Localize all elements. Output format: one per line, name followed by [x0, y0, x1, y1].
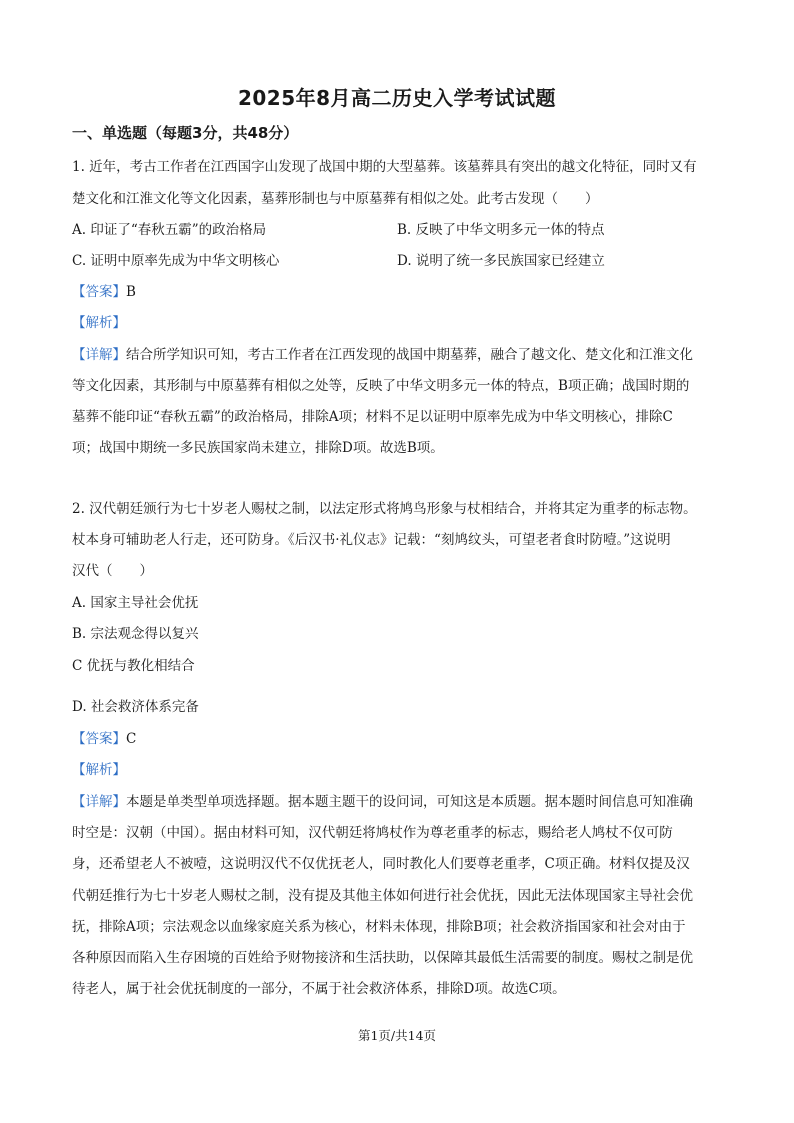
- q2-detail-line-3: 身，还希望老人不被噎，这说明汉代不仅优抚老人，同时教化人们要尊老重孝，C项正确。材料仅提及汉: [72, 856, 690, 872]
- q1-detail-tag: 【详解】: [72, 347, 126, 363]
- q2-stem-line-1: 2. 汉代朝廷颁行为七十岁老人赐杖之制，以法定形式将鸠鸟形象与杖相结合，并将其定为重孝的标志物。: [72, 501, 697, 517]
- q2-stem-line-2: 杖本身可辅助老人行走，还可防身。《后汉书·礼仪志》记载：“刻鸠纹头，可望老者食时防噎。”这说明: [72, 532, 671, 548]
- q1-answer-value: B: [126, 284, 136, 300]
- q1-detail-text-1: 结合所学知识可知，考古工作者在江西发现的战国中期墓葬，融合了越文化、楚文化和江淮文化: [126, 347, 693, 363]
- q2-detail-line-6: 各种原因而陷入生存困境的百姓给予财物接济和生活扶助，以保障其最低生活需要的制度。赐杖之制是优: [72, 950, 693, 966]
- q2-analysis-tag: 【解析】: [72, 762, 126, 778]
- page-footer: 第1页/共14页: [357, 1028, 437, 1043]
- q1-answer-tag: 【答案】: [72, 284, 126, 300]
- q2-detail-line-5: 抚，排除A项；宗法观念以血缘家庭关系为核心，材料未体现，排除B项；社会救济指国家和社会对由于: [72, 919, 686, 935]
- q2-option-d: D. 社会救济体系完备: [72, 699, 199, 715]
- q1-detail-line-2: 等文化因素，其形制与中原墓葬有相似之处等，反映了中华文明多元一体的特点，B项正确；战国时期的: [72, 378, 690, 394]
- q1-option-d: D. 说明了统一多民族国家已经建立: [397, 253, 605, 269]
- q1-stem-line-2: 楚文化和江淮文化等文化因素，墓葬形制也与中原墓葬有相似之处。此考古发现（ ）: [72, 191, 599, 207]
- q1-detail-line-1: [72, 343, 693, 363]
- q1-option-a: A. 印证了“春秋五霸”的政治格局: [72, 222, 267, 238]
- q1-detail-line-4: 项；战国中期统一多民族国家尚未建立，排除D项。故选B项。: [72, 440, 444, 456]
- q1-detail-line-3: 墓葬不能印证“春秋五霸”的政治格局，排除A项；材料不足以证明中原率先成为中华文明核心，排除C: [72, 409, 673, 425]
- q2-detail-line-2: 时空是：汉朝（中国）。据由材料可知，汉代朝廷将鸠杖作为尊老重孝的标志，赐给老人鸠杖不仅可防: [72, 825, 673, 841]
- q2-answer: [72, 727, 136, 747]
- q2-stem-line-3: 汉代（ ）: [72, 563, 153, 579]
- q1-option-b: B. 反映了中华文明多元一体的特点: [397, 222, 605, 238]
- q2-detail-line-7: 待老人，属于社会优抚制度的一部分，不属于社会救济体系，排除D项。故选C项。: [72, 981, 566, 997]
- q1-stem-line-1: 1. 近年，考古工作者在江西国字山发现了战国中期的大型墓葬。该墓葬具有突出的越文化特征，同时又有: [72, 159, 697, 175]
- q2-detail-tag: 【详解】: [72, 794, 126, 810]
- section-heading: 一、单选题（每题3分，共48分）: [72, 124, 299, 142]
- q2-option-b: B. 宗法观念得以复兴: [72, 626, 199, 642]
- q1-option-c: C. 证明中原率先成为中华文明核心: [72, 253, 280, 269]
- q2-detail-line-1: [72, 790, 693, 810]
- q1-answer: [72, 280, 136, 300]
- q2-detail-text-1: 本题是单类型单项选择题。据本题主题干的设问词，可知这是本质题。据本题时间信息可知准确: [126, 794, 693, 810]
- page-title: 2025年8月高二历史入学考试试题: [237, 86, 557, 110]
- q2-option-a: A. 国家主导社会优抚: [72, 595, 199, 611]
- q2-option-c: C 优抚与教化相结合: [72, 658, 195, 674]
- q1-analysis-tag: 【解析】: [72, 315, 126, 331]
- q2-detail-line-4: 代朝廷推行为七十岁老人赐杖之制，没有提及其他主体如何进行社会优抚，因此无法体现国家主导社会优: [72, 888, 693, 904]
- q2-answer-value: C: [126, 731, 137, 747]
- q2-answer-tag: 【答案】: [72, 731, 126, 747]
